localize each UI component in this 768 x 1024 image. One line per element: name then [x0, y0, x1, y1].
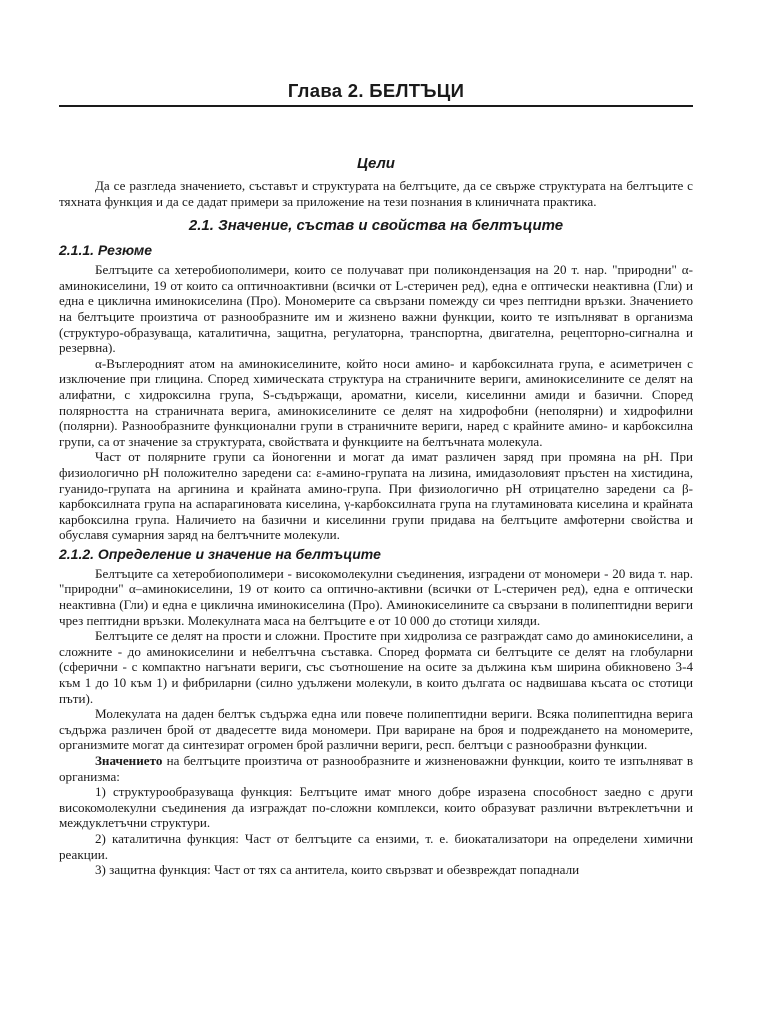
- section-heading: 2.1. Значение, състав и свойства на белтъците: [188, 217, 564, 235]
- function-item: 2) каталитична функция: Част от белтъците са ензими, т. е. биокатализатори на определени химични реакции.: [59, 830, 693, 862]
- definition-paragraph: Белтъците са хетеробиополимери - високомолекулни съединения, изградени от мономери - 20 вида т. нар. "природни" α–аминокиселини, 19 от които са оптично-активни (всички от L-стеричен ред), една е оптически неактивна (Гли) и една е циклична иминокиселина (Про). Аминокиселините са свързани в полипептидни вериги чрез пептидни връзки. Молекулната маса на белтъците е от 10 000 до стотици хиляди.: [59, 565, 693, 628]
- significance-rest: на белтъците произтича от разнообразните и жизненоважни функции, които те изпълняват в организма:: [59, 753, 693, 784]
- goals-paragraph: Да се разгледа значението, съставът и структурата на белтъците, да се свърже структурата на белтъците с тяхната функция и да се дадат примери за приложение на тези познания в клиничната практика.: [59, 178, 693, 209]
- summary-paragraph: α-Въглеродният атом на аминокиселините, който носи амино- и карбоксилната група, е асиметричен с изключение при глицина. Според химическата структура на страничните вериги, аминокиселините се делят на алифатни, с хидроксилна група, S-съдържащи, ароматни, кисели, киселинни амиди и базични. Според полярността на страничната верига, аминокиселините се делят на хидрофобни (неполярни) и хидрофилни (полярни). Разнообразните функционални групи в страничните вериги, наред с крайните амино- и карбоксилна групи, са от значение за структурата, свойствата и функциите на белтъчната молекула.: [59, 355, 693, 449]
- summary-heading: 2.1.1. Резюме: [59, 242, 153, 259]
- chapter-title: Глава 2. БЕЛТЪЦИ: [59, 80, 693, 107]
- significance-bold: Значението: [95, 753, 163, 768]
- summary-paragraph: Част от полярните групи са йоногенни и могат да имат различен заряд при промяна на pH. При физиологично pH положително заредени са: ε-амино-групата на лизина, имидазоловият пръстен на хистидина, гуанидо-групата на аргинина и крайната амино-група. При физиологично pH отрицателно заредени са β-карбоксилната група на аспарагиновата киселина, γ-карбоксилната група на глутаминовата киселина и крайната карбоксилна група. Наличието на базични и киселинни групи придава на белтъците амфотерни свойства и обуславя сумарния заряд на белтъчните молекули.: [59, 449, 693, 543]
- definition-paragraph: Белтъците се делят на прости и сложни. Простите при хидролиза се разграждат само до аминокиселини, а сложните - до аминокиселини и небелтъчна съставка. Според формата си белтъците се делят на глобуларни (сферични - с компактно нагънати вериги, със съотношение на осите за дължина към ширина обикновено 3-4 към 1 до 10 към 1) и фибриларни (силно удължени молекули, в които дългата ос надвишава късата ос стотици пъти).: [59, 628, 693, 706]
- function-item: 1) структурообразуваща функция: Белтъците имат много добре изразена способност заедно с други високомолекулни съединения да изграждат по-сложни комплекси, които образуват различни вътреклетъчни и междуклетъчни структури.: [59, 784, 693, 831]
- function-item: 3) защитна функция: Част от тях са антитела, които свързват и обезвреждат попаднали: [95, 862, 580, 878]
- document-page: [59, 80, 693, 878]
- definition-heading: 2.1.2. Определение и значение на белтъците: [59, 545, 381, 562]
- significance-paragraph: [59, 753, 693, 784]
- goals-heading: Цели: [357, 155, 395, 172]
- summary-paragraph: Белтъците са хетеробиополимери, които се получават при поликондензация на 20 т. нар. "природни" α-аминокиселини, 19 от които са оптичноактивни (всички от L-стеричен ред), една е оптически неактивна (Гли) и една е циклична иминокиселина (Про). Мономерите са свързани помежду си чрез пептидни връзки. Значението на белтъците произтича от разнообразните им и жизнено важни функции, които те изпълняват в организма (структуро-образуваща, каталитична, защитна, регулаторна, транспортна, двигателна, рецепторно-сигнална и резервна).: [59, 262, 693, 356]
- definition-paragraph: Молекулата на даден белтък съдържа една или повече полипептидни вериги. Всяка полипептидна верига съдържа различен брой от двадесетте вида мономери. При вариране на броя и подреждането на мономерите, организмите могат да синтезират огромен брой различни вериги, респ. белтъци с разнообразни функции.: [59, 706, 693, 753]
